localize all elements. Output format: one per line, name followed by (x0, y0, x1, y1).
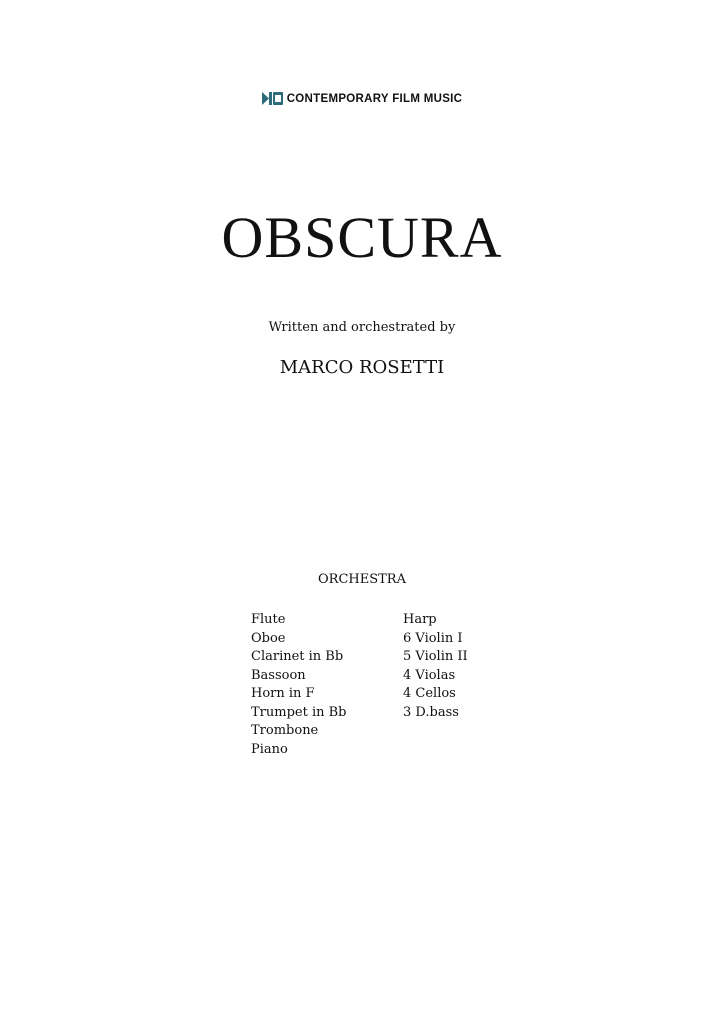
instrument-item: Bassoon (251, 667, 306, 683)
instrument-item: Trombone (251, 723, 319, 738)
instrument-item: 6 Violin I (403, 630, 463, 646)
instrument-item: 4 Cellos (403, 686, 456, 701)
publisher-name: CONTEMPORARY FILM MUSIC (286, 92, 463, 105)
composer-name: MARCO ROSETTI (279, 357, 445, 378)
instrument-item: Piano (251, 741, 288, 757)
instrument-column-strings (403, 611, 523, 759)
instrument-item: 5 Violin II (403, 649, 468, 664)
film-reel-bracket-icon (262, 92, 284, 105)
instrument-column-winds (251, 611, 403, 759)
instrument-item: Harp (403, 612, 437, 627)
instrument-item: Horn in F (251, 686, 315, 701)
instrument-item: 3 D.bass (403, 704, 459, 720)
instrument-item: Flute (251, 612, 286, 627)
instrument-item: Trumpet in Bb (251, 704, 347, 720)
score-title: OBSCURA (221, 205, 503, 270)
publisher-logo (0, 92, 724, 105)
instrument-item: Clarinet in Bb (251, 649, 344, 664)
instrument-item: Oboe (251, 630, 286, 646)
instrument-list (251, 611, 523, 759)
credit-line: Written and orchestrated by (268, 320, 456, 335)
orchestra-heading: ORCHESTRA (318, 572, 406, 587)
instrument-item: 4 Violas (403, 667, 456, 683)
